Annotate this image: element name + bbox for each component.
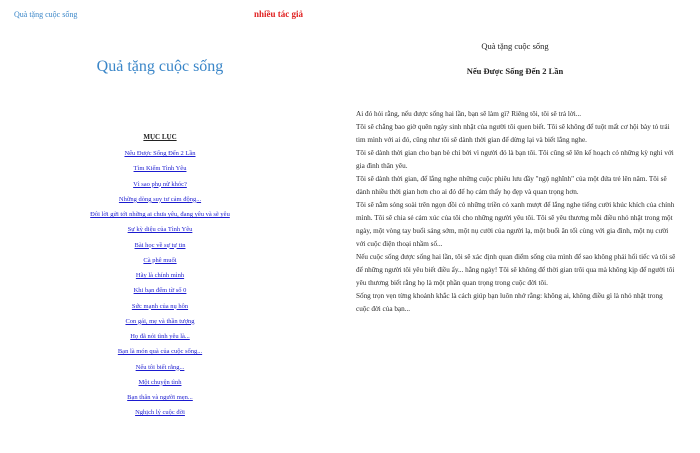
story-paragraph: Tôi sẽ dành thời gian cho bạn bè chỉ bởi vì người đó là bạn tôi. Tôi cũng sẽ lên kế hoạch có những kỳ nghỉ với gia đình thân yêu. (356, 149, 674, 170)
story-paragraph: Tôi sẽ dành thời gian, để lắng nghe những cuộc phiêu lưu đầy "ngộ nghĩnh" của một đứa trẻ lên năm. Tôi sẽ dành nhiều thời gian hơn cho ai đó để họ cảm thấy họ đẹp và quan trọng hơn. (356, 175, 667, 196)
toc-item (0, 253, 320, 268)
toc-heading: MỤC LỤC (143, 133, 177, 141)
toc-item (0, 207, 320, 222)
toc-link[interactable]: Nếu tôi biết rằng... (135, 363, 185, 371)
story-paragraph: Sống trọn vẹn từng khoảnh khắc là cách giúp bạn luôn nhớ rằng: không ai, không điều gì là nhỏ nhặt trong cuộc đời của bạn... (356, 292, 663, 313)
story-body (356, 108, 678, 316)
toc-link[interactable]: Một chuyện tình (138, 378, 182, 386)
toc-link[interactable]: Những dòng suy tư cảm động... (118, 195, 202, 203)
site-name-header: Quà tặng cuộc sống (14, 10, 78, 19)
toc-link[interactable]: Bạn là món quà của cuộc sống... (117, 348, 203, 356)
toc-item (0, 314, 320, 329)
toc-link[interactable]: Sức mạnh của nụ hôn (131, 302, 189, 310)
toc-link[interactable]: Bạn thân và người mẹn... (127, 394, 193, 401)
story-title: Nếu Được Sống Đến 2 Lần (466, 66, 564, 76)
toc-item (0, 375, 320, 390)
toc-item (0, 177, 320, 192)
toc-item (0, 329, 320, 344)
story-paragraph: Ai đó hỏi rằng, nếu được sống hai lần, bạn sẽ làm gì? Riêng tôi, tôi sẽ trả lời... (356, 110, 582, 118)
toc-item (0, 146, 320, 161)
toc-item (0, 268, 320, 283)
author-label: nhiều tác giả (254, 9, 304, 19)
toc-item (0, 238, 320, 253)
story-paragraph: Nếu cuộc sống được sống hai lần, tôi sẽ xác định quan điểm sống của mình để sao không phải hối tiếc và tôi sẽ để những người tôi yêu biết điều ấy... hằng ngày! Tôi sẽ không để thời gian trôi qua mà không kịp để người tôi yêu thương biết rằng họ là một phần quan trọng trong cuộc đời tôi. (356, 253, 676, 287)
toc-panel (0, 0, 320, 453)
story-paragraph: Tôi sẽ chẳng bao giờ quên ngày sinh nhật của người tôi quen biết. Tôi sẽ không để tuột mất cơ hội bày tỏ trái tim mình với ai đó, cũng như tôi sẽ dành thời gian để dừng lại và biết lắng nghe. (356, 123, 670, 144)
toc-item (0, 405, 320, 420)
toc-item (0, 360, 320, 375)
toc-item (0, 283, 320, 298)
toc-link[interactable]: Con gái, mẹ và thần tượng (125, 317, 195, 325)
book-title: Quả tặng cuộc sống (96, 58, 224, 75)
toc-link[interactable]: Hãy là chính mình (135, 272, 185, 279)
toc-item (0, 222, 320, 237)
toc-link[interactable]: Đôi lời gửi tới những ai chưa yêu, đang yêu và sẽ yêu (90, 211, 230, 218)
toc-item (0, 299, 320, 314)
toc-item (0, 344, 320, 359)
story-panel (330, 0, 700, 453)
toc-link[interactable]: Cà phê muối (143, 256, 177, 264)
toc-link[interactable]: Bài học về sự tự tin (134, 241, 186, 249)
toc-link[interactable]: Tìm Kiếm Tình Yêu (133, 165, 187, 173)
toc-item (0, 390, 320, 405)
story-site-label: Quà tặng cuộc sống (481, 41, 549, 51)
toc-link[interactable]: Nghịch lý cuộc đời (135, 409, 185, 417)
toc-link[interactable]: Vì sao phụ nữ khóc? (133, 180, 187, 188)
story-paragraph: Tôi sẽ nằm sóng soài trên ngọn đồi cỏ những triền cỏ xanh mượt để lắng nghe tiếng cười khúc khích của chính mình. Tôi sẽ chia sẻ cảm xúc của tôi cho những người yêu tôi. Tôi sẽ yêu thương mỗi điều nhỏ nhặt trong một ngày, một vòng tay buổi sáng sớm, một nụ cười của người lạ, một buổi ăn tối cùng với gia đình, một nụ cười với cuộc điện thoại nhầm số... (356, 201, 675, 248)
toc-item (0, 192, 320, 207)
toc-link[interactable]: Họ đã nói tình yêu là... (130, 333, 190, 340)
toc-item (0, 161, 320, 176)
toc-link[interactable]: Khi bạn đếm từ số 0 (133, 287, 187, 295)
toc-list (0, 146, 320, 421)
toc-link[interactable]: Sự kỳ diệu của Tình Yêu (127, 226, 193, 234)
toc-link[interactable]: Nếu Được Sống Đến 2 Lần (124, 150, 196, 157)
